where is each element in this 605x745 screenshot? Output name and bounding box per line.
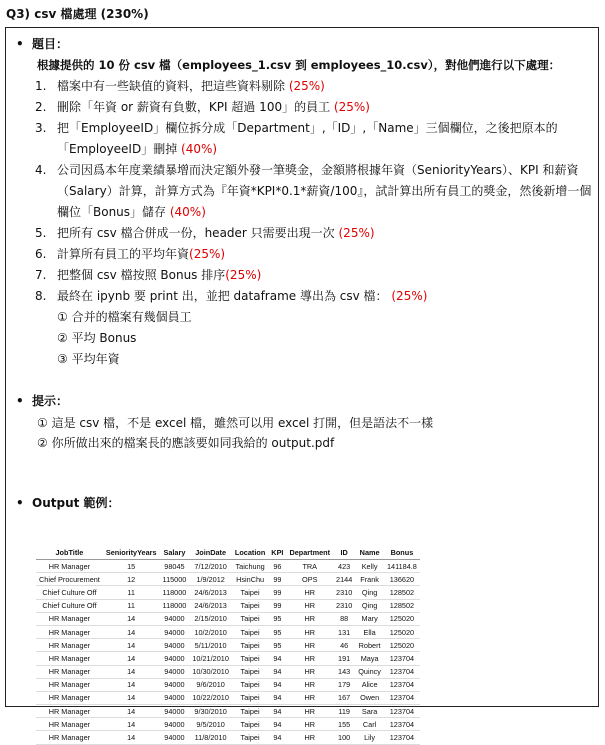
task-text-wrap xyxy=(57,97,600,118)
table-row xyxy=(36,678,420,691)
table-cell: 125020 xyxy=(389,627,415,637)
table-cell: 11 xyxy=(127,587,135,597)
table-cell: 94000 xyxy=(164,733,185,743)
table-cell: Qing xyxy=(361,601,378,611)
task-score: (40%) xyxy=(181,142,218,156)
page-title: Q3) csv 檔處理 (230%) xyxy=(6,7,149,21)
table-cell: 94000 xyxy=(164,680,185,690)
column-header: JoinDate xyxy=(189,546,232,560)
table-cell: 99 xyxy=(273,587,282,597)
column-header: KPI xyxy=(268,546,286,560)
task-score: (25%) xyxy=(288,79,325,93)
table-cell: 24/6/2013 xyxy=(194,601,227,611)
table-row xyxy=(36,691,420,704)
output-heading: • Output 範例： xyxy=(16,496,120,510)
task-score: (25%) xyxy=(338,226,375,240)
table-cell: Taipei xyxy=(240,693,260,703)
table-cell: 14 xyxy=(127,693,136,703)
hints-heading: • 提示： xyxy=(16,394,69,408)
table-cell: HR Manager xyxy=(48,653,91,663)
table-cell: Taipei xyxy=(240,653,260,663)
task-text-wrap xyxy=(57,244,600,265)
task-score: (25%) xyxy=(333,100,370,114)
bullet-icon: • xyxy=(16,37,24,51)
table-cell: HR xyxy=(304,627,316,637)
table-cell: 94000 xyxy=(164,627,185,637)
table-cell: Lily xyxy=(364,733,376,743)
table-cell: 155 xyxy=(338,719,351,729)
column-header: Location xyxy=(232,546,268,560)
table-cell: 94000 xyxy=(164,693,185,703)
table-cell: HR xyxy=(304,601,316,611)
bullet-icon: • xyxy=(16,496,24,510)
task-item xyxy=(35,244,600,265)
table-cell: 94 xyxy=(273,706,282,716)
table-cell: 96 xyxy=(273,561,282,571)
task-text: 把所有 csv 檔合併成一份，header 只需要出現一次 xyxy=(57,226,339,240)
sub-item: ③ 平均年資 xyxy=(57,352,120,366)
table-cell: 118000 xyxy=(162,601,187,611)
table-cell: HR xyxy=(304,706,316,716)
task-text-wrap xyxy=(57,265,600,286)
table-cell: 2144 xyxy=(336,574,353,584)
task-text: 刪除「年資 or 薪資有負數，KPI 超過 100」的員工 xyxy=(57,100,334,114)
table-cell: Taipei xyxy=(240,680,260,690)
table-cell: 15 xyxy=(127,561,136,571)
table-cell: 125020 xyxy=(389,640,415,650)
table-cell: HR Manager xyxy=(48,693,91,703)
task-text: 公司因爲本年度業績暴增而決定額外發一筆獎金，金額將根據年資（SeniorityYears）、KPI 和薪資（Salary）計算，計算方式為『年資*KPI*0.1*薪資/100』，試計算出所有員工的獎金，然後新增一個欄位「Bonus」儲存 xyxy=(57,163,592,219)
table-cell: HR xyxy=(304,640,316,650)
task-text-wrap xyxy=(57,76,600,97)
task-item xyxy=(35,76,600,97)
table-cell: 2310 xyxy=(336,587,353,597)
table-cell: 14 xyxy=(127,706,136,716)
table-cell: Chief Culture Off xyxy=(42,601,97,611)
table-cell: 88 xyxy=(340,614,349,624)
task-item xyxy=(35,265,600,286)
task-item xyxy=(35,223,600,244)
table-cell: HR xyxy=(304,614,316,624)
hint-item: ① 這是 csv 檔，不是 excel 檔，雖然可以用 excel 打開，但是語法不一樣 xyxy=(37,416,434,430)
table-cell: Quincy xyxy=(358,667,381,677)
table-cell: Taipei xyxy=(240,719,260,729)
table-cell: HsinChu xyxy=(236,574,265,584)
table-cell: Frank xyxy=(360,574,379,584)
table-cell: Taipei xyxy=(240,587,260,597)
table-cell: 115000 xyxy=(162,574,187,584)
table-cell: HR Manager xyxy=(48,706,91,716)
table-cell: 119 xyxy=(338,706,350,716)
table-cell: 141184.8 xyxy=(386,561,417,571)
table-cell: 136620 xyxy=(389,574,415,584)
table-cell: 7/12/2010 xyxy=(194,561,227,571)
question-frame xyxy=(5,27,599,743)
table-cell: 99 xyxy=(273,601,282,611)
table-cell: 1/9/2012 xyxy=(196,574,225,584)
table-row xyxy=(36,612,420,625)
topic-heading: • 題目： xyxy=(16,37,69,51)
table-cell: 24/6/2013 xyxy=(194,587,227,597)
table-cell: 94 xyxy=(273,719,282,729)
task-text-wrap xyxy=(57,118,600,160)
hint-item: ② 你所做出來的檔案長的應該要如同我給的 output.pdf xyxy=(37,436,335,450)
table-row xyxy=(36,625,420,638)
table-cell: Taichung xyxy=(235,561,265,571)
table-cell: HR xyxy=(304,667,316,677)
table-cell: OPS xyxy=(302,574,318,584)
table-cell: 5/11/2010 xyxy=(194,640,227,650)
task-text: 檔案中有一些缺值的資料，把這些資料剔除 xyxy=(57,79,289,93)
table-cell: HR Manager xyxy=(48,614,91,624)
column-header: SeniorityYears xyxy=(103,546,160,560)
column-header: Salary xyxy=(160,546,190,560)
table-cell: HR xyxy=(304,719,316,729)
table-cell: 167 xyxy=(338,693,351,703)
table-cell: 10/22/2010 xyxy=(192,693,229,703)
table-cell: Taipei xyxy=(240,601,260,611)
table-cell: 99 xyxy=(273,574,282,584)
table-cell: 9/30/2010 xyxy=(194,706,227,716)
column-header: Bonus xyxy=(384,546,420,560)
table-row xyxy=(36,652,420,665)
table-cell: 10/21/2010 xyxy=(192,653,229,663)
table-cell: HR Manager xyxy=(48,667,91,677)
table-cell: Taipei xyxy=(240,640,260,650)
table-cell: TRA xyxy=(302,561,318,571)
table-cell: Taipei xyxy=(240,614,260,624)
task-text: 把整個 csv 檔按照 Bonus 排序 xyxy=(57,268,226,282)
table-cell: Mary xyxy=(361,614,378,624)
task-number: 2. xyxy=(35,100,47,114)
table-cell: Ella xyxy=(363,627,376,637)
task-score: (25%) xyxy=(391,289,428,303)
table-cell: 2310 xyxy=(336,601,353,611)
column-header: JobTitle xyxy=(36,546,103,560)
table-row xyxy=(36,560,420,573)
table-cell: Taipei xyxy=(240,733,260,743)
task-item xyxy=(35,97,600,118)
task-number: 3. xyxy=(35,121,47,135)
task-score: (25%) xyxy=(189,247,226,261)
table-row xyxy=(36,639,420,652)
table-cell: Maya xyxy=(360,653,379,663)
table-cell: Robert xyxy=(358,640,381,650)
sub-item: ① 合并的檔案有幾個員工 xyxy=(57,310,192,324)
table-row xyxy=(36,599,420,612)
topic-description: 根據提供的 10 份 csv 檔（employees_1.csv 到 employees_10.csv），對他們進行以下處理： xyxy=(37,58,561,72)
table-cell: 143 xyxy=(338,667,351,677)
table-cell: HR Manager xyxy=(48,733,91,743)
table-cell: 123704 xyxy=(389,680,415,690)
table-cell: HR Manager xyxy=(48,561,91,571)
table-cell: Sara xyxy=(361,706,378,716)
task-score: (25%) xyxy=(225,268,262,282)
table-cell: 10/2/2010 xyxy=(194,627,227,637)
table-cell: Owen xyxy=(360,693,380,703)
table-cell: 94000 xyxy=(164,667,185,677)
table-cell: 118000 xyxy=(162,587,187,597)
task-text-wrap xyxy=(57,286,600,307)
table-cell: Carl xyxy=(362,719,377,729)
table-row xyxy=(36,586,420,599)
table-cell: 11 xyxy=(127,601,135,611)
task-text: 最終在 ipynb 要 print 出，並把 dataframe 導出為 csv 檔： xyxy=(57,289,392,303)
table-row xyxy=(36,705,420,718)
table-cell: HR Manager xyxy=(48,719,91,729)
table-cell: 98045 xyxy=(164,561,185,571)
table-cell: 179 xyxy=(338,680,351,690)
table-cell: HR xyxy=(304,587,316,597)
table-cell: 2/15/2010 xyxy=(194,614,227,624)
table-cell: Chief Procurement xyxy=(39,574,100,584)
table-cell: 11/8/2010 xyxy=(194,733,227,743)
table-cell: Kelly xyxy=(361,561,378,571)
task-number: 6. xyxy=(35,247,47,261)
table-cell: HR xyxy=(304,693,316,703)
task-number: 8. xyxy=(35,289,47,303)
table-cell: HR Manager xyxy=(48,627,91,637)
task-number: 4. xyxy=(35,163,47,177)
table-cell: HR xyxy=(304,733,316,743)
table-cell: 123704 xyxy=(389,733,415,743)
table-cell: 14 xyxy=(127,627,136,637)
table-cell: 95 xyxy=(273,627,282,637)
table-cell: 123704 xyxy=(389,693,415,703)
table-cell: 94 xyxy=(273,653,282,663)
table-cell: 14 xyxy=(127,667,136,677)
table-cell: 123704 xyxy=(389,719,415,729)
task-number: 1. xyxy=(35,79,47,93)
table-cell: 14 xyxy=(127,640,136,650)
table-cell: 123704 xyxy=(389,653,415,663)
table-cell: Taipei xyxy=(240,627,260,637)
table-cell: HR xyxy=(304,653,316,663)
table-cell: 94000 xyxy=(164,653,185,663)
table-cell: Chief Culture Off xyxy=(42,587,97,597)
table-cell: 95 xyxy=(273,640,282,650)
table-cell: 94000 xyxy=(164,640,185,650)
task-item xyxy=(35,118,600,160)
table-cell: 14 xyxy=(127,680,136,690)
table-cell: Taipei xyxy=(240,706,260,716)
table-cell: 191 xyxy=(338,653,351,663)
output-table xyxy=(36,546,420,745)
task-text-wrap xyxy=(57,160,600,223)
table-row xyxy=(36,665,420,678)
task-number: 7. xyxy=(35,268,47,282)
table-cell: 94 xyxy=(273,693,282,703)
table-cell: 95 xyxy=(273,614,282,624)
table-cell: 9/6/2010 xyxy=(196,680,225,690)
table-cell: 94000 xyxy=(164,706,185,716)
task-text-wrap xyxy=(57,223,600,244)
table-cell: 10/30/2010 xyxy=(192,667,229,677)
table-cell: Alice xyxy=(361,680,378,690)
table-cell: Qing xyxy=(361,587,378,597)
table-cell: 423 xyxy=(338,561,351,571)
sub-item: ② 平均 Bonus xyxy=(57,331,137,345)
task-score: (40%) xyxy=(169,205,206,219)
table-cell: 94 xyxy=(273,667,282,677)
table-cell: 123704 xyxy=(389,706,415,716)
table-cell: 14 xyxy=(127,719,136,729)
table-cell: 14 xyxy=(127,653,136,663)
table-cell: 94000 xyxy=(164,719,185,729)
table-cell: 125020 xyxy=(389,614,415,624)
task-number: 5. xyxy=(35,226,47,240)
task-item xyxy=(35,286,600,307)
table-row xyxy=(36,731,420,744)
task-text: 把「EmployeeID」欄位拆分成「Department」,「ID」,「Name」三個欄位，之後把原本的「EmployeeID」刪掉 xyxy=(57,121,558,156)
table-cell: 94000 xyxy=(164,614,185,624)
task-list xyxy=(35,76,600,307)
table-cell: 123704 xyxy=(389,667,415,677)
table-cell: 131 xyxy=(338,627,351,637)
table-cell: HR xyxy=(304,680,316,690)
bullet-icon: • xyxy=(16,394,24,408)
table-cell: 46 xyxy=(340,640,349,650)
column-header: ID xyxy=(333,546,355,560)
task-text: 計算所有員工的平均年資 xyxy=(57,247,190,261)
column-header: Name xyxy=(355,546,384,560)
table-cell: 14 xyxy=(127,614,136,624)
table-cell: 100 xyxy=(338,733,351,743)
table-cell: 128502 xyxy=(389,587,415,597)
table-cell: 94 xyxy=(273,680,282,690)
table-cell: 94 xyxy=(273,733,282,743)
table-cell: HR Manager xyxy=(48,680,91,690)
table-cell: Taipei xyxy=(240,667,260,677)
table-cell: 12 xyxy=(127,574,136,584)
table-header-row xyxy=(36,546,420,560)
table-cell: 128502 xyxy=(389,601,415,611)
task-item xyxy=(35,160,600,223)
table-row xyxy=(36,573,420,586)
table-cell: 14 xyxy=(127,733,136,743)
table-cell: 9/5/2010 xyxy=(196,719,225,729)
column-header: Department xyxy=(286,546,333,560)
table-row xyxy=(36,718,420,731)
table-cell: HR Manager xyxy=(48,640,91,650)
